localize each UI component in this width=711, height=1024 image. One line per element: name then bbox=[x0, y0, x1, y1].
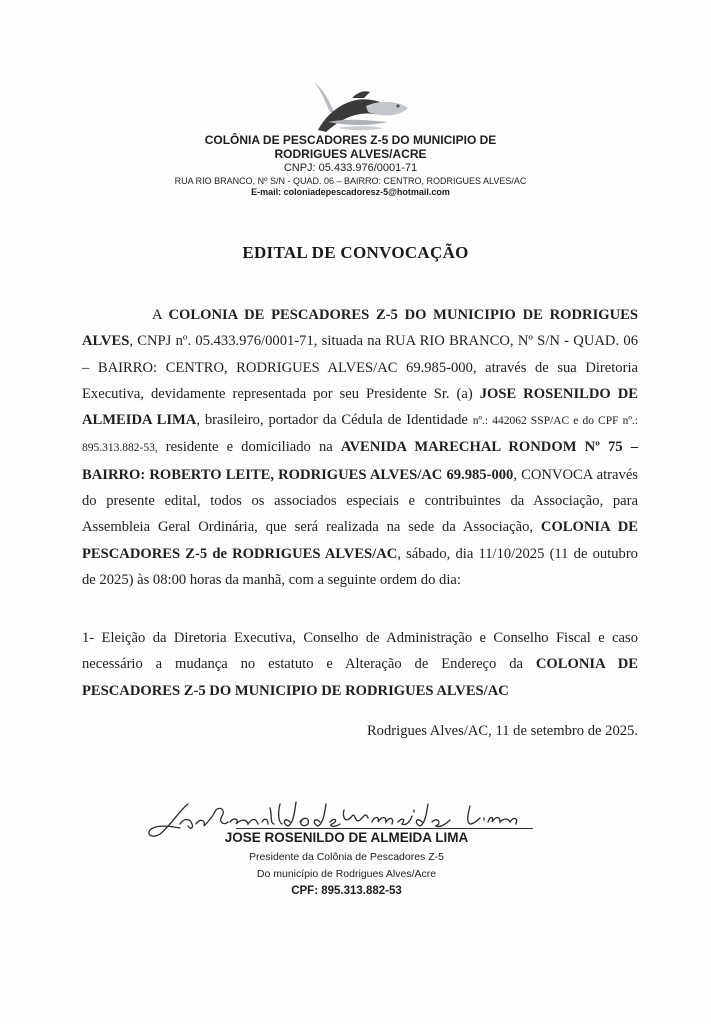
text: , brasileiro, portador da Cédula de Identidade bbox=[196, 412, 473, 429]
president-name-bold: JOSE ROSENILDO DE ALMEIDA LIMA bbox=[82, 385, 639, 429]
place-date: Rodrigues Alves/AC, 11 de setembro de 2025. bbox=[366, 723, 638, 739]
document-title: EDITAL DE CONVOCAÇÃO bbox=[242, 243, 469, 262]
org-cnpj: CNPJ: 05.433.976/0001-71 bbox=[283, 162, 418, 174]
signatory-municipality: Do município de Rodrigues Alves/Acre bbox=[256, 868, 437, 880]
fish-logo-icon bbox=[300, 78, 410, 134]
text: 1- Eleição da Diretoria Executiva, Conselho de Administração e Conselho Fiscal e caso necessário a mudança no estatuto e Alteração de Endereço da bbox=[82, 630, 638, 673]
text: , CNPJ nº. 05.433.976/0001-71, situada na RUA RIO BRANCO, Nº S/N - QUAD. 06 – BAIRRO: CENTRO, RODRIGUES ALVES/AC 69.985-000, através de sua Diretoria Executiva, devidamente representada por seu Presidente Sr. (a) bbox=[82, 333, 638, 402]
text: , sábado, dia 11/10/2025 (11 de outubro de 2025) às 08:00 horas da manhã, com a seguinte ordem do dia: bbox=[82, 545, 638, 588]
text: residente e domiciliado na bbox=[157, 439, 341, 456]
president-address-bold: AVENIDA MARECHAL RONDOM Nº 75 – BAIRRO: ROBERTO LEITE, RODRIGUES ALVES/AC 69.985-000 bbox=[82, 439, 638, 483]
text: , CONVOCA através do presente edital, todos os associados especiais e contribuintes da Associação, para Assembleia Geral Ordinária, que será realizada na sede da Associação, bbox=[82, 466, 638, 536]
org-name-line2: RODRIGUES ALVES/ACRE bbox=[274, 147, 427, 161]
signatory-name: JOSE ROSENILDO DE ALMEIDA LIMA bbox=[224, 830, 469, 845]
org-name-bold: COLONIA DE PESCADORES Z-5 DO MUNICIPIO DE RODRIGUES ALVES/AC bbox=[82, 656, 638, 699]
convocation-paragraph bbox=[82, 302, 638, 593]
signature-line bbox=[236, 828, 533, 829]
org-email: E-mail: coloniadepescadoresz-5@hotmail.com bbox=[251, 187, 450, 197]
text: A bbox=[152, 307, 169, 323]
venue-bold: COLONIA DE PESCADORES Z-5 de RODRIGUES ALVES/AC bbox=[82, 519, 638, 562]
agenda-item bbox=[82, 625, 638, 704]
org-address: RUA RIO BRANCO, Nº S/N - QUAD. 06 – BAIRRO: CENTRO, RODRIGUES ALVES/AC bbox=[174, 176, 527, 186]
signatory-role: Presidente da Colônia de Pescadores Z-5 bbox=[249, 851, 444, 863]
org-name-line1: COLÔNIA DE PESCADORES Z-5 DO MUNICIPIO DE bbox=[204, 133, 497, 147]
id-cpf-text: nº.: 442062 SSP/AC e do CPF nº.: 895.313.882-53, bbox=[82, 415, 638, 455]
org-name-bold: COLONIA DE PESCADORES Z-5 DO MUNICIPIO DE RODRIGUES ALVES bbox=[82, 307, 638, 350]
signatory-cpf: CPF: 895.313.882-53 bbox=[291, 885, 402, 897]
